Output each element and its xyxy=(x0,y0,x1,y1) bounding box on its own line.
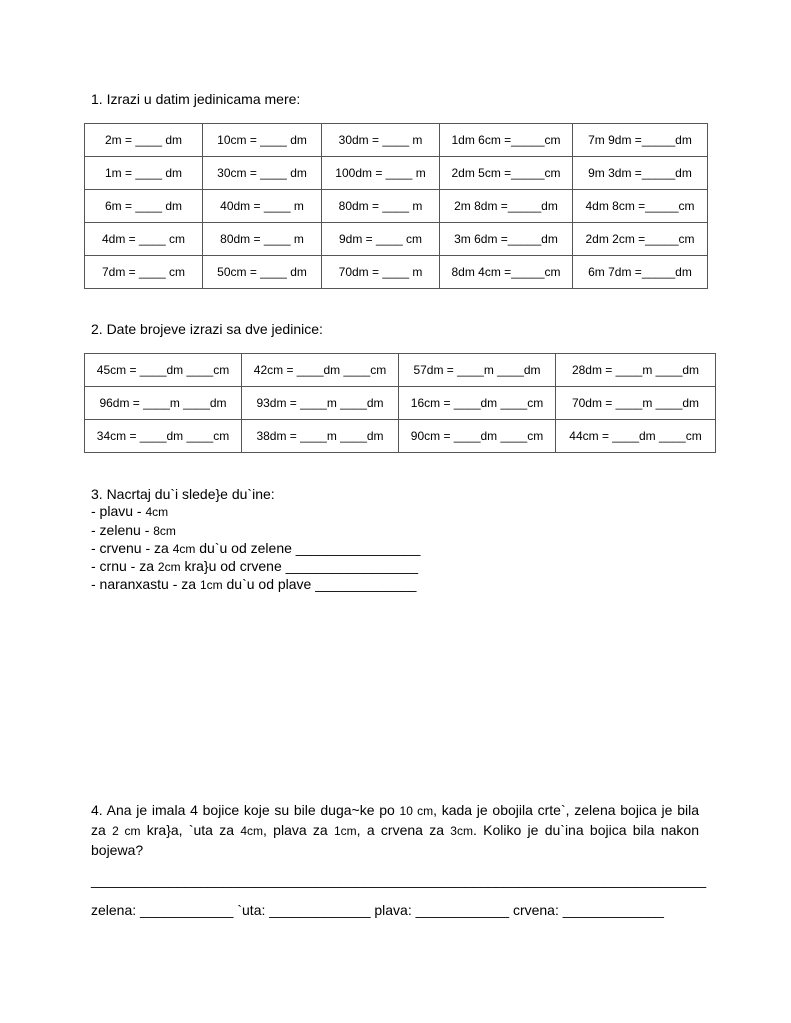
line-text: - zelenu - xyxy=(91,521,154,538)
line-text: kra}u od crvene _________________ xyxy=(180,558,419,575)
table-cell: 57dm = ____m ____dm xyxy=(399,354,556,387)
table-cell: 3m 6dm =_____dm xyxy=(440,223,573,256)
table-cell: 2m = ____ dm xyxy=(85,124,203,157)
table-cell: 7m 9dm =_____dm xyxy=(573,124,708,157)
table-cell: 4dm = ____ cm xyxy=(85,223,203,256)
table-cell: 2m 8dm =_____dm xyxy=(440,190,573,223)
unit-text: 4cm xyxy=(145,505,169,520)
task3-line-blue xyxy=(91,503,420,521)
para-text: , plava za xyxy=(263,822,334,838)
table-cell: 16cm = ____dm ____cm xyxy=(399,387,556,420)
task3-heading: 3. Nacrtaj du`i slede}e du`ine: xyxy=(91,486,275,502)
task1-table xyxy=(84,123,708,289)
task3-line-red xyxy=(91,540,420,558)
unit-text: 10 cm xyxy=(399,804,434,818)
unit-text: 1cm xyxy=(334,824,357,838)
table-cell: 38dm = ____m ____dm xyxy=(242,420,399,453)
line-text: - crnu - za xyxy=(91,558,158,575)
table-cell: 1m = ____ dm xyxy=(85,157,203,190)
unit-text: 8cm xyxy=(153,523,176,538)
para-text: , kada je obojila crte`, zelena bojica je bila za xyxy=(91,802,699,838)
table-cell: 2dm 5cm =_____cm xyxy=(440,157,573,190)
line-text: du`u od zelene ________________ xyxy=(195,539,421,556)
table-cell: 34cm = ____dm ____cm xyxy=(85,420,242,453)
unit-text: 4cm xyxy=(240,824,263,838)
task1-heading: 1. Izrazi u datim jedinicama mere: xyxy=(91,91,301,107)
para-text: . Koliko je du`ina bojica bila nakon bojewa? xyxy=(91,822,699,858)
para-text: 4. Ana je imala 4 bojice koje su bile duga~ke po xyxy=(91,802,400,818)
answer-rule: _______________________________________________________________________________ xyxy=(91,872,707,888)
unit-text: 1cm xyxy=(199,578,223,593)
task2-table xyxy=(84,353,716,453)
table-row xyxy=(85,124,708,157)
table-cell: 50cm = ____ dm xyxy=(203,256,322,289)
table-cell: 30dm = ____ m xyxy=(322,124,440,157)
task3-line-green xyxy=(91,522,420,540)
line-text: - crvenu - za xyxy=(91,539,173,556)
line-text: du`u od plave _____________ xyxy=(222,576,417,593)
table-cell: 80dm = ____ m xyxy=(203,223,322,256)
table-cell: 10cm = ____ dm xyxy=(203,124,322,157)
task2-heading: 2. Date brojeve izrazi sa dve jedinice: xyxy=(91,321,323,337)
unit-text: 2cm xyxy=(157,560,181,575)
line-text: - naranxastu - za xyxy=(91,576,200,593)
unit-text: 2 cm xyxy=(112,824,141,838)
table-cell: 2dm 2cm =_____cm xyxy=(573,223,708,256)
table-cell: 8dm 4cm =_____cm xyxy=(440,256,573,289)
table-cell: 1dm 6cm =_____cm xyxy=(440,124,573,157)
table-row xyxy=(85,157,708,190)
table-cell: 28dm = ____m ____dm xyxy=(556,354,716,387)
table-cell: 9dm = ____ cm xyxy=(322,223,440,256)
table-row xyxy=(85,420,716,453)
table-cell: 4dm 8cm =_____cm xyxy=(573,190,708,223)
table-cell: 6m 7dm =_____dm xyxy=(573,256,708,289)
unit-text: 4cm xyxy=(172,541,196,556)
task3-line-black xyxy=(91,558,420,576)
table-cell: 70dm = ____m ____dm xyxy=(556,387,716,420)
table-cell: 70dm = ____ m xyxy=(322,256,440,289)
table-cell: 45cm = ____dm ____cm xyxy=(85,354,242,387)
table-cell: 93dm = ____m ____dm xyxy=(242,387,399,420)
table-row xyxy=(85,223,708,256)
table-cell: 96dm = ____m ____dm xyxy=(85,387,242,420)
task3-block xyxy=(91,486,420,595)
table-cell: 6m = ____ dm xyxy=(85,190,203,223)
table-row xyxy=(85,387,716,420)
table-row xyxy=(85,354,716,387)
table-cell: 44cm = ____dm ____cm xyxy=(556,420,716,453)
table-cell: 40dm = ____ m xyxy=(203,190,322,223)
table-row xyxy=(85,190,708,223)
task3-line-orange xyxy=(91,576,420,594)
table-cell: 30cm = ____ dm xyxy=(203,157,322,190)
answers-line: zelena: ____________ `uta: _____________ plava: ____________ crvena: _____________ xyxy=(91,902,664,918)
table-row xyxy=(85,256,708,289)
table-cell: 7dm = ____ cm xyxy=(85,256,203,289)
table-cell: 42cm = ____dm ____cm xyxy=(242,354,399,387)
table-cell: 9m 3dm =_____dm xyxy=(573,157,708,190)
table-cell: 80dm = ____ m xyxy=(322,190,440,223)
unit-text: 3cm xyxy=(450,824,473,838)
table-cell: 90cm = ____dm ____cm xyxy=(399,420,556,453)
table-cell: 100dm = ____ m xyxy=(322,157,440,190)
line-text: - plavu - xyxy=(91,503,146,520)
para-text: kra}a, `uta za xyxy=(140,822,241,838)
task4-paragraph xyxy=(91,801,699,860)
para-text: , a crvena za xyxy=(356,822,451,838)
